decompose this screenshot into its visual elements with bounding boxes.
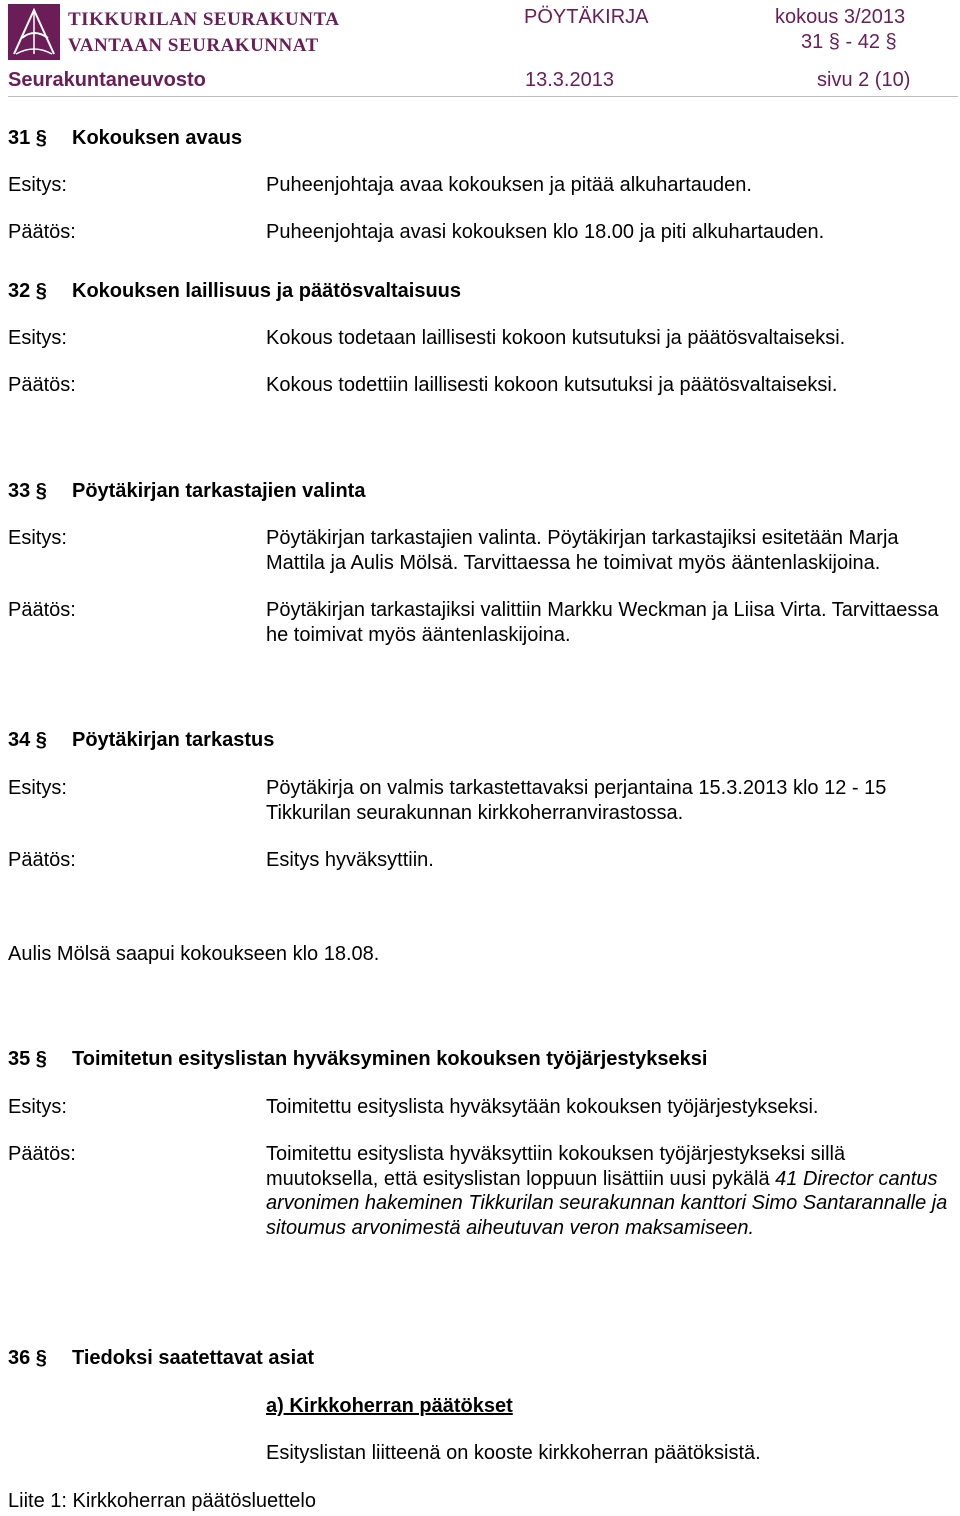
- section-number: 36 §: [8, 1347, 47, 1369]
- document-type: PÖYTÄKIRJA: [524, 6, 649, 28]
- section-title: Pöytäkirjan tarkastajien valinta: [72, 480, 366, 502]
- section-title: Pöytäkirjan tarkastus: [72, 729, 275, 751]
- section-number: 31 §: [8, 127, 47, 149]
- paatos-label: Päätös:: [8, 1143, 76, 1165]
- section-number: 32 §: [8, 280, 47, 302]
- esitys-label: Esitys:: [8, 1096, 67, 1118]
- meeting-number: kokous 3/2013: [775, 6, 906, 28]
- section-heading: [8, 1047, 707, 1071]
- org-name-union: VANTAAN SEURAKUNNAT: [68, 35, 319, 56]
- paatos-text: Puheenjohtaja avasi kokouksen klo 18.00 ja piti alkuhartauden.: [266, 221, 825, 243]
- esitys-text: Pöytäkirja on valmis tarkastettavaksi perjantaina 15.3.2013 klo 12 - 15 Tikkurilan seurakunnan kirkkoherranvirastossa.: [266, 777, 887, 824]
- esitys-label: Esitys:: [8, 327, 67, 349]
- subheading: a) Kirkkoherran päätökset: [266, 1395, 513, 1417]
- section-heading: [8, 728, 274, 752]
- esitys-text: Kokous todetaan laillisesti kokoon kutsutuksi ja päätösvaltaiseksi.: [266, 327, 846, 349]
- section-title: Kokouksen avaus: [72, 127, 243, 149]
- section-heading: [8, 279, 461, 303]
- esitys-text: Puheenjohtaja avaa kokouksen ja pitää alkuhartauden.: [266, 174, 752, 196]
- esitys-text: Toimitettu esityslista hyväksytään kokouksen työjärjestykseksi.: [266, 1096, 819, 1118]
- section-title: Tiedoksi saatettavat asiat: [72, 1347, 314, 1369]
- section-title: Kokouksen laillisuus ja päätösvaltaisuus: [72, 280, 462, 302]
- section-heading: [8, 479, 365, 503]
- section-range: 31 § - 42 §: [801, 31, 897, 53]
- church-emblem-icon: [8, 4, 60, 60]
- paatos-text-plain: Toimitettu esityslista hyväksyttiin kokouksen työjärjestykseksi sillä muutoksella, että esityslistan loppuun lisättiin uusi pykälä: [266, 1143, 846, 1190]
- attachment-note: Liite 1: Kirkkoherran päätösluettelo: [8, 1490, 316, 1512]
- section-number: 34 §: [8, 729, 47, 751]
- paatos-label: Päätös:: [8, 221, 76, 243]
- paatos-label: Päätös:: [8, 599, 76, 621]
- paatos-text: [266, 1142, 960, 1240]
- esitys-label: Esitys:: [8, 777, 67, 799]
- header-divider: [8, 96, 958, 97]
- section-title: Toimitetun esityslistan hyväksyminen kokouksen työjärjestykseksi: [72, 1048, 708, 1070]
- paatos-text-italic: 41 Director cantus arvonimen hakeminen Tikkurilan seurakunnan kanttori Simo Santarannalle ja sitoumus arvonimestä aiheutuvan veron maksamiseen.: [266, 1167, 948, 1239]
- section-heading: [8, 1346, 314, 1370]
- meeting-date: 13.3.2013: [525, 69, 614, 91]
- section-heading: [8, 126, 242, 150]
- esitys-label: Esitys:: [8, 527, 67, 549]
- paatos-label: Päätös:: [8, 374, 76, 396]
- paatos-text: Esitys hyväksyttiin.: [266, 849, 434, 871]
- organization-logo: [8, 4, 60, 60]
- paatos-text: Kokous todettiin laillisesti kokoon kutsutuksi ja päätösvaltaiseksi.: [266, 374, 838, 396]
- arrival-note: Aulis Mölsä saapui kokoukseen klo 18.08.: [8, 943, 380, 965]
- body-text: Esityslistan liitteenä on kooste kirkkoherran päätöksistä.: [266, 1442, 761, 1464]
- body-name: Seurakuntaneuvosto: [8, 69, 206, 91]
- org-name-parish: TIKKURILAN SEURAKUNTA: [68, 9, 340, 30]
- esitys-text: Pöytäkirjan tarkastajien valinta. Pöytäkirjan tarkastajiksi esitetään Marja Mattila ja Aulis Mölsä. Tarvittaessa he toimivat myös ääntenlaskijoina.: [266, 527, 899, 574]
- paatos-text: Pöytäkirjan tarkastajiksi valittiin Markku Weckman ja Liisa Virta. Tarvittaessa he toimivat myös ääntenlaskijoina.: [266, 599, 939, 646]
- esitys-label: Esitys:: [8, 174, 67, 196]
- paatos-label: Päätös:: [8, 849, 76, 871]
- page-number: sivu 2 (10): [817, 69, 911, 91]
- section-number: 33 §: [8, 480, 47, 502]
- section-number: 35 §: [8, 1048, 47, 1070]
